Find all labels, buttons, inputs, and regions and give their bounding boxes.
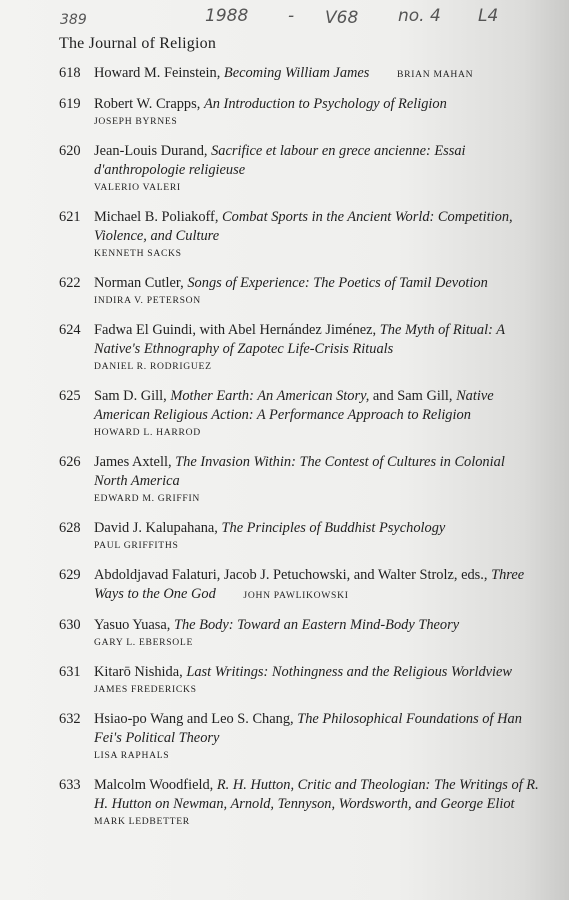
reviewer-name: EDWARD M. GRIFFIN (94, 493, 200, 504)
page-number: 622 (59, 275, 81, 291)
book-title: The Principles of Buddhist Psychology (221, 520, 446, 536)
page-number: 624 (59, 322, 81, 338)
page-number: 629 (59, 567, 81, 583)
handwritten-note: 1988 (205, 6, 249, 26)
book-title: Last Writings: Nothingness and the Religious Worldview (186, 664, 513, 680)
book-author: James Axtell, (94, 454, 172, 470)
book-title: The Body: Toward an Eastern Mind-Body Theory (173, 617, 460, 633)
review-entry (59, 387, 539, 441)
book-author: Michael B. Poliakoff, (94, 209, 219, 225)
reviewer-name: JAMES FREDERICKS (94, 684, 197, 695)
review-entry (59, 208, 539, 262)
book-title: Mother Earth: An American Story, (170, 388, 370, 404)
review-entry (59, 274, 539, 309)
page-number: 633 (59, 777, 81, 793)
book-title: Songs of Experience: The Poetics of Tamil Devotion (187, 275, 488, 291)
book-author: Sam D. Gill, (94, 388, 167, 404)
reviewer-name: DANIEL R. RODRIGUEZ (94, 361, 212, 372)
page-number: 628 (59, 520, 81, 536)
journal-title: The Journal of Religion (59, 35, 217, 52)
reviewer-name: GARY L. EBERSOLE (94, 637, 194, 648)
book-author: Robert W. Crapps, (94, 96, 201, 112)
page-number: 632 (59, 711, 81, 727)
handwritten-annotations (0, 4, 569, 34)
page-number: 618 (59, 65, 81, 81)
page-number: 631 (59, 664, 81, 680)
page-number: 619 (59, 96, 81, 112)
reviewer-name: JOSEPH BYRNES (94, 116, 178, 127)
review-entry (59, 64, 539, 83)
book-title: The Invasion Within: The Contest of Cultures in Colonial North America (94, 454, 505, 489)
review-entry (59, 95, 539, 130)
book-title-second: Native American Religious Action: A Performance Approach to Religion (94, 388, 494, 423)
book-title: Sacrifice et labour en grece ancienne: Essai d'anthropologie religieuse (94, 143, 466, 178)
review-entry (59, 321, 539, 375)
book-title: Combat Sports in the Ancient World: Competition, Violence, and Culture (94, 209, 513, 244)
reviewer-name: KENNETH SACKS (94, 248, 182, 259)
page-number: 620 (59, 143, 81, 159)
book-author: Kitarō Nishida, (94, 664, 183, 680)
reviewer-name: HOWARD L. HARROD (94, 427, 201, 438)
reviewer-name: VALERIO VALERI (94, 182, 181, 193)
page-number: 621 (59, 209, 81, 225)
handwritten-note: - (288, 6, 295, 26)
book-author: Abdoldjavad Falaturi, Jacob J. Petuchowski, and Walter Strolz, eds., (94, 567, 488, 583)
book-author: Hsiao-po Wang and Leo S. Chang, (94, 711, 294, 727)
reviewer-name: BRIAN MAHAN (397, 69, 474, 80)
reviewer-name: MARK LEDBETTER (94, 816, 190, 827)
review-entry (59, 453, 539, 507)
review-entry (59, 663, 539, 698)
handwritten-note: 389 (60, 12, 87, 28)
book-author: Norman Cutler, (94, 275, 184, 291)
reviewer-name: LISA RAPHALS (94, 750, 170, 761)
review-entry (59, 142, 539, 196)
review-entry (59, 776, 539, 830)
book-title: R. H. Hutton, Critic and Theologian: The Writings of R. H. Hutton on Newman, Arnold, Tennyson, Wordsworth, and George Eliot (94, 777, 539, 812)
book-author: Yasuo Yuasa, (94, 617, 171, 633)
page-number: 625 (59, 388, 81, 404)
review-entry (59, 710, 539, 764)
book-author: Malcolm Woodfield, (94, 777, 214, 793)
book-title: The Myth of Ritual: A Native's Ethnography of Zapotec Life-Crisis Rituals (94, 322, 505, 357)
book-title: An Introduction to Psychology of Religion (203, 96, 447, 112)
handwritten-note: L4 (478, 6, 499, 26)
review-entry (59, 616, 539, 651)
book-author: Fadwa El Guindi, with Abel Hernández Jiménez, (94, 322, 377, 338)
book-title: The Philosophical Foundations of Han Fei's Political Theory (94, 711, 522, 746)
book-author: Jean-Louis Durand, (94, 143, 208, 159)
handwritten-note: V68 (325, 8, 359, 28)
book-author: David J. Kalupahana, (94, 520, 218, 536)
book-title: Becoming William James (223, 65, 370, 81)
book-author: Howard M. Feinstein, (94, 65, 221, 81)
reviewer-name: INDIRA V. PETERSON (94, 295, 201, 306)
review-entry (59, 566, 539, 604)
review-entry (59, 519, 539, 554)
book-author-additional: and Sam Gill, (372, 388, 453, 404)
handwritten-note: no. 4 (398, 6, 441, 26)
book-title: Three Ways to the One God (94, 567, 525, 602)
page-number: 630 (59, 617, 81, 633)
reviewer-name: PAUL GRIFFITHS (94, 540, 179, 551)
review-list (59, 64, 539, 842)
page-number: 626 (59, 454, 81, 470)
reviewer-name: JOHN PAWLIKOWSKI (243, 590, 349, 601)
